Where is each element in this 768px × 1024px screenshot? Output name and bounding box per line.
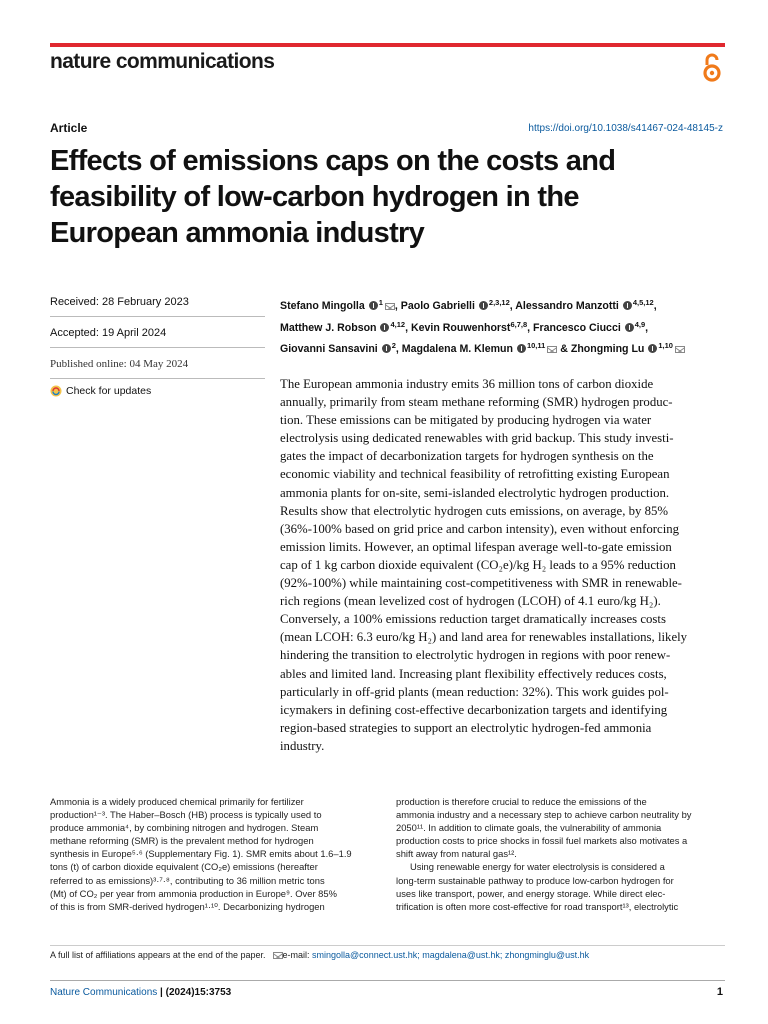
body-line: Using renewable energy for water electrolysis is considered a (410, 861, 665, 873)
body-line: trification is often more cost-effective for road transport¹³, electrolytic (396, 900, 679, 912)
author[interactable]: Stefano Mingolla $^1$ (280, 300, 395, 312)
affiliations-note: A full list of affiliations appears at the end of the paper. (50, 950, 266, 960)
journal-name: nature communications (50, 50, 275, 73)
footer-citation: Nature Communications | (2024)15:3753 (50, 987, 232, 998)
body-line: of this is from SMR-derived hydrogen¹·¹⁰. Decarbonizing hydrogen (50, 900, 325, 912)
body-line: synthesis in Europe⁵·⁶ (Supplementary Fig. 1). SMR emits about 1.6–1.9 (50, 848, 352, 860)
body-line: shift away from natural gas¹². (396, 848, 517, 860)
orcid-icon[interactable] (648, 344, 657, 353)
body-column-left (50, 795, 360, 913)
email-icon[interactable] (385, 303, 395, 310)
abstract-line: Conversely, a 100% emissions reduction target dramatically increases costs (280, 612, 666, 627)
orcid-icon[interactable] (380, 323, 389, 332)
orcid-icon[interactable] (382, 344, 391, 353)
page-number: 1 (716, 986, 723, 998)
abstract-line: ammonia plants for on-site, semi-islanded electrolytic hydrogen production. (280, 485, 670, 500)
publication-dates (50, 292, 265, 397)
title-line: European ammonia industry (50, 217, 425, 249)
body-line: Ammonia is a widely produced chemical primarily for fertilizer (50, 796, 304, 807)
abstract-line: (36%-100% based on grid price and carbon intensity), even without enforcing (280, 521, 680, 536)
footer-rule (50, 980, 725, 981)
footnote-rule (50, 945, 725, 946)
author[interactable]: Matthew J. Robson $^{4,12}$ (280, 319, 406, 334)
author[interactable]: Giovanni Sansavini $^2$ (280, 341, 396, 355)
orcid-icon[interactable] (625, 323, 634, 332)
abstract-line: industry. (280, 738, 325, 753)
abstract-line: (92%-100%) while maintaining cost-competitiveness with SMR in renewable- (280, 576, 682, 591)
orcid-icon[interactable] (479, 301, 488, 310)
title-line: feasibility of low-carbon hydrogen in the (50, 181, 579, 213)
author[interactable]: Kevin Rouwenhorst$^{6,7,8}$ (410, 319, 528, 334)
abstract-line: emission limits. However, an optimal lifespan average well-to-gate emission (280, 539, 672, 554)
orcid-icon[interactable] (623, 301, 632, 310)
body-line: production¹⁻³. The Haber–Bosch (HB) process is typically used to (50, 809, 322, 821)
author[interactable]: Alessandro Manzotti $^{4,5,12}$ (515, 298, 654, 312)
open-access-icon[interactable] (700, 52, 724, 84)
abstract (280, 375, 727, 755)
abstract-line: icymakers in defining cost-effective decarbonization targets and identifying (280, 702, 668, 717)
orcid-icon[interactable] (369, 301, 378, 310)
email-icon[interactable] (547, 346, 557, 353)
body-line: production costs to price shocks in fossil fuel markets also motivates a (396, 835, 688, 847)
abstract-line: gates the impact of decarbonization targets for hydrogen synthesis on the (280, 449, 654, 464)
abstract-line: cap of 1 kg carbon dioxide equivalent (CO₂e)/kg H₂ leads to a 95% reduction (280, 557, 676, 572)
abstract-line: particularly in off-grid plants (mean reduction: 32%). This work guides pol- (280, 684, 669, 699)
email-icon (273, 952, 283, 959)
received-date: Received: 28 February 2023 (50, 292, 265, 317)
footer-journal[interactable]: Nature Communications (50, 987, 158, 998)
author[interactable]: Paolo Gabrielli $^{2,3,12}$ (400, 298, 510, 312)
abstract-line: rich regions (mean levelized cost of hydrogen (LCOH) of 4.1 euro/kg H₂). (280, 594, 661, 609)
body-line: referred to as emissions)³·⁷·⁸, contributing to 36 million metric tons (50, 874, 325, 886)
abstract-line: annually, primarily from steam methane reforming (SMR) hydrogen produc- (280, 395, 673, 410)
published-date: Published online: 04 May 2024 (50, 354, 265, 379)
abstract-line: The European ammonia industry emits 36 million tons of carbon dioxide (280, 377, 654, 391)
check-updates-icon (50, 385, 62, 397)
abstract-line: region-based strategies to support an electrolytic hydrogen-fed ammonia (280, 720, 652, 735)
footnote (50, 950, 589, 960)
check-updates-button[interactable] (50, 379, 265, 397)
abstract-line: Results show that electrolytic hydrogen cuts emissions, on average, by 85% (280, 503, 669, 518)
footer-volume: (2024)15:3753 (165, 987, 232, 998)
header-rule (50, 43, 725, 47)
body-line: methane reforming (SMR) is the prevalent method for hydrogen (50, 835, 314, 847)
email-icon[interactable] (675, 346, 685, 353)
body-line: production is therefore crucial to reduce the emissions of the (396, 796, 647, 807)
author-list: Stefano Mingolla $^1$ , Paolo Gabrielli $^{2,3,12}$, Alessandro Manzotti $^{4,5,12}$, Matthew J. Robson $^{4,12}$, Kevin Rouwenhorst$^{6,7,8}$, Francesco Ciucci $^{4,9}$, Giovanni Sansavini $^2$, Magdalena M. Klemun $^{10,11}$ & Zhongming Lu $^{1,10}$ (280, 294, 730, 359)
abstract-line: hindering the transition to electrolytic hydrogen in regions with poor renew- (280, 648, 671, 663)
author[interactable]: Magdalena M. Klemun $^{10,11}$ (402, 343, 558, 355)
body-line: produce ammonia⁴, by combining nitrogen and hydrogen. Steam (50, 822, 319, 834)
body-line: uses like transport, power, and energy storage. While direct elec- (396, 887, 666, 899)
email-label: e-mail: (282, 950, 310, 960)
body-line: long-term sustainable pathway to produce low-carbon hydrogen for (396, 874, 674, 886)
doi-link[interactable]: https://doi.org/10.1038/s41467-024-48145-z (528, 123, 723, 134)
author[interactable]: Francesco Ciucci $^{4,9}$ (533, 319, 646, 334)
abstract-line: (mean LCOH: 6.3 euro/kg H₂) and land area for renewables installations, likely (280, 630, 688, 645)
abstract-line: economic viability and technical feasibility of retrofitting existing European (280, 467, 670, 482)
body-line: ammonia industry and a necessary step to achieve carbon neutrality by (396, 809, 692, 821)
body-line: (Mt) of CO₂ per year from ammonia production in Europe⁹. Over 85% (50, 887, 337, 899)
body-line: 2050¹¹. In addition to climate goals, the vulnerability of ammonia (396, 822, 662, 834)
abstract-line: ables and limited land. Increasing plant flexibility effectively reduces costs, (280, 666, 667, 681)
author[interactable]: Zhongming Lu $^{1,10}$ (571, 343, 685, 355)
email-addresses[interactable]: smingolla@connect.ust.hk; magdalena@ust.hk; zhongminglu@ust.hk (312, 950, 590, 960)
abstract-line: electrolysis using dedicated renewables with grid backup. This study investi- (280, 431, 674, 446)
article-type-label: Article (50, 121, 88, 135)
body-column-right (396, 795, 726, 913)
title-line: Effects of emissions caps on the costs and (50, 145, 616, 177)
article-title (50, 143, 730, 251)
orcid-icon[interactable] (517, 344, 526, 353)
abstract-line: tion. These emissions can be mitigated by producing hydrogen via water (280, 413, 652, 428)
body-line: tons (t) of carbon dioxide equivalent (CO₂e) emissions (hereafter (50, 861, 318, 873)
check-updates-label: Check for updates (66, 385, 152, 397)
accepted-date: Accepted: 19 April 2024 (50, 323, 265, 348)
